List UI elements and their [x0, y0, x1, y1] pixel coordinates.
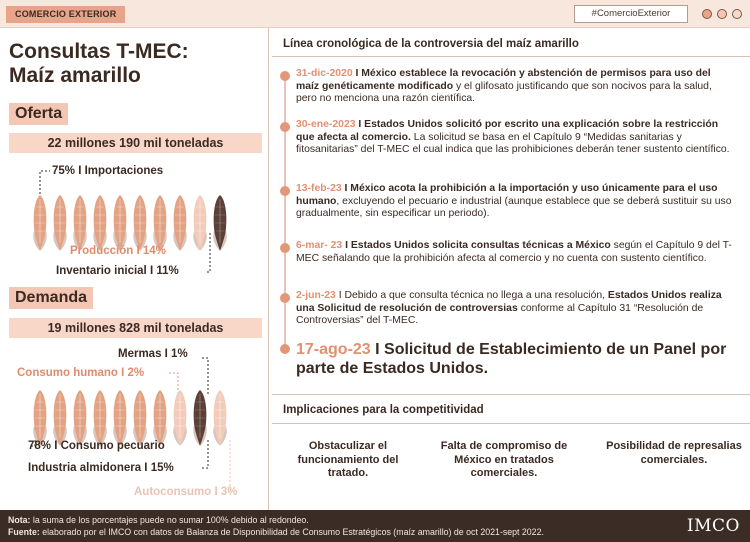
event-date: 17-ago-23: [296, 341, 371, 358]
event-date: 6-mar- 23: [296, 240, 343, 251]
corn-icon: [150, 193, 170, 253]
implications-title: Implicaciones para la competitividad: [283, 404, 484, 416]
importaciones-label: 75% I Importaciones: [52, 165, 164, 177]
corn-icon: [70, 193, 90, 253]
footer: [0, 510, 750, 542]
footer-source: [8, 526, 742, 538]
event-bold-text: I Solicitud de Establecimiento de un Panel por parte de Estados Unidos.: [296, 341, 727, 377]
timeline-dot: [280, 71, 290, 81]
timeline-event-final: [296, 340, 734, 378]
corn-icon: [50, 388, 70, 448]
demanda-quantity: 19 millones 828 mil toneladas: [9, 318, 262, 338]
demanda-label: Demanda: [9, 287, 93, 309]
event-bold-text: I México establece la revocación y abstención de permisos para uso del maíz genéticamente modificado: [296, 68, 711, 92]
timeline-title: Línea cronológica de la controversia del maíz amarillo: [283, 38, 579, 50]
corn-icon: [30, 388, 50, 448]
corn-icon: [30, 193, 50, 253]
event-date: 30-ene-2023: [296, 119, 356, 130]
corn-icon: [210, 193, 230, 253]
section-tag: COMERCIO EXTERIOR: [6, 6, 125, 23]
timeline-line: [284, 74, 286, 346]
timeline-event: [296, 119, 734, 157]
footer-note: [8, 514, 742, 526]
consumo-humano-label: Consumo humano I 2%: [17, 367, 145, 379]
top-bar: [0, 0, 750, 28]
event-bold-text: I Estados Unidos solicita consultas técnicas a México: [342, 240, 611, 251]
mermas-label: Mermas I 1%: [118, 348, 188, 360]
imco-logo: IMCO: [686, 516, 740, 536]
source-text: elaborado por el IMCO con datos de Balanza de Disponibilidad de Consumo Estratégicos (maíz amarillo) de oct 2021-sept 2022.: [39, 527, 544, 537]
event-text: La solicitud se basa en el Capítulo 9 “Medidas sanitarias y fitosanitarias” del T-MEC el cual indica que las prohibiciones deberán tener sustento científico.: [296, 131, 730, 156]
title-line-1: Consultas T-MEC:: [9, 40, 189, 63]
autoconsumo-label: Autoconsumo I 3%: [134, 486, 238, 498]
timeline-dot: [280, 293, 290, 303]
corn-icon: [130, 193, 150, 253]
event-date: 2-jun-23: [296, 290, 336, 301]
implication-item: Obstaculizar el funcionamiento del tratado.: [297, 440, 399, 479]
event-text: conforme al Capítulo 31 “Resolución de Controversias” del T-MEC.: [296, 302, 704, 327]
inventario-label: Inventario inicial I 11%: [56, 265, 179, 277]
produccion-label: Producción I 14%: [70, 245, 166, 257]
event-bold-text: I México acota la prohibición a la importación y uso únicamente para el uso humano: [296, 183, 718, 207]
corn-icon: [210, 388, 230, 448]
event-text: y el glifosato justificando que son nocivos para la salud, pero no menciona una razón científica.: [296, 80, 712, 105]
timeline-event: [296, 290, 734, 328]
timeline-event: [296, 68, 734, 106]
event-date: 31-dic-2020: [296, 68, 353, 79]
title-line-2: Maíz amarillo: [9, 64, 141, 87]
oferta-corn-row: [30, 193, 220, 253]
event-bold-text: I Estados Unidos solicitó por escrito una explicación sobre la restricción que afecta al comercio.: [296, 119, 719, 143]
title-divider: [272, 56, 750, 57]
consumo-pecuario-label: 78% I Consumo pecuario: [28, 440, 165, 452]
corn-icon: [90, 193, 110, 253]
note-label: Nota:: [8, 515, 31, 525]
corn-icon: [110, 388, 130, 448]
implication-item: Falta de compromiso de México en tratados comerciales.: [440, 440, 568, 479]
corn-icon: [70, 388, 90, 448]
implications-divider: [272, 394, 750, 395]
timeline-dot: [280, 243, 290, 253]
hashtag-label: #ComercioExterior: [574, 5, 688, 23]
corn-icon: [190, 193, 210, 253]
industria-label: Industria almidonera I 15%: [28, 462, 174, 474]
corn-icon: [170, 193, 190, 253]
demanda-corn-row: [30, 388, 230, 448]
timeline-dot: [280, 122, 290, 132]
implications-title-divider: [272, 423, 750, 424]
timeline-dot: [280, 344, 290, 354]
corn-icon: [130, 388, 150, 448]
note-text: la suma de los porcentajes puede no sumar 100% debido al redondeo.: [30, 515, 309, 525]
corn-icon: [50, 193, 70, 253]
timeline-event: [296, 183, 734, 221]
timeline-event: [296, 240, 734, 265]
event-text-pre: I Debido a que consulta técnica no llega a una resolución,: [335, 290, 608, 301]
panel-divider: [268, 28, 269, 510]
event-bold-text: Estados Unidos realiza una Solicitud de resolución de controversias: [296, 290, 722, 314]
event-text: , excluyendo el pecuario e industrial (aunque establece que se deberá sustituir su uso gradualmente, sin especificar un periodo).: [296, 195, 732, 220]
corn-icon: [90, 388, 110, 448]
oferta-quantity: 22 millones 190 mil toneladas: [9, 133, 262, 153]
corn-icon: [190, 388, 210, 448]
decor-dot-2: [717, 9, 727, 19]
event-date: 13-feb-23: [296, 183, 342, 194]
implication-item: Posibilidad de represalias comerciales.: [606, 440, 742, 466]
corn-icon: [110, 193, 130, 253]
oferta-label: Oferta: [9, 103, 68, 125]
timeline-dot: [280, 186, 290, 196]
corn-icon: [150, 388, 170, 448]
left-panel: [0, 28, 268, 510]
corn-icon: [170, 388, 190, 448]
source-label: Fuente:: [8, 527, 40, 537]
event-text: según el Capítulo 9 del T-MEC señalando que la prohibición afecta al comercio y no cuenta con sustento científico.: [296, 240, 732, 264]
decor-dot-1: [702, 9, 712, 19]
decor-dot-3: [732, 9, 742, 19]
